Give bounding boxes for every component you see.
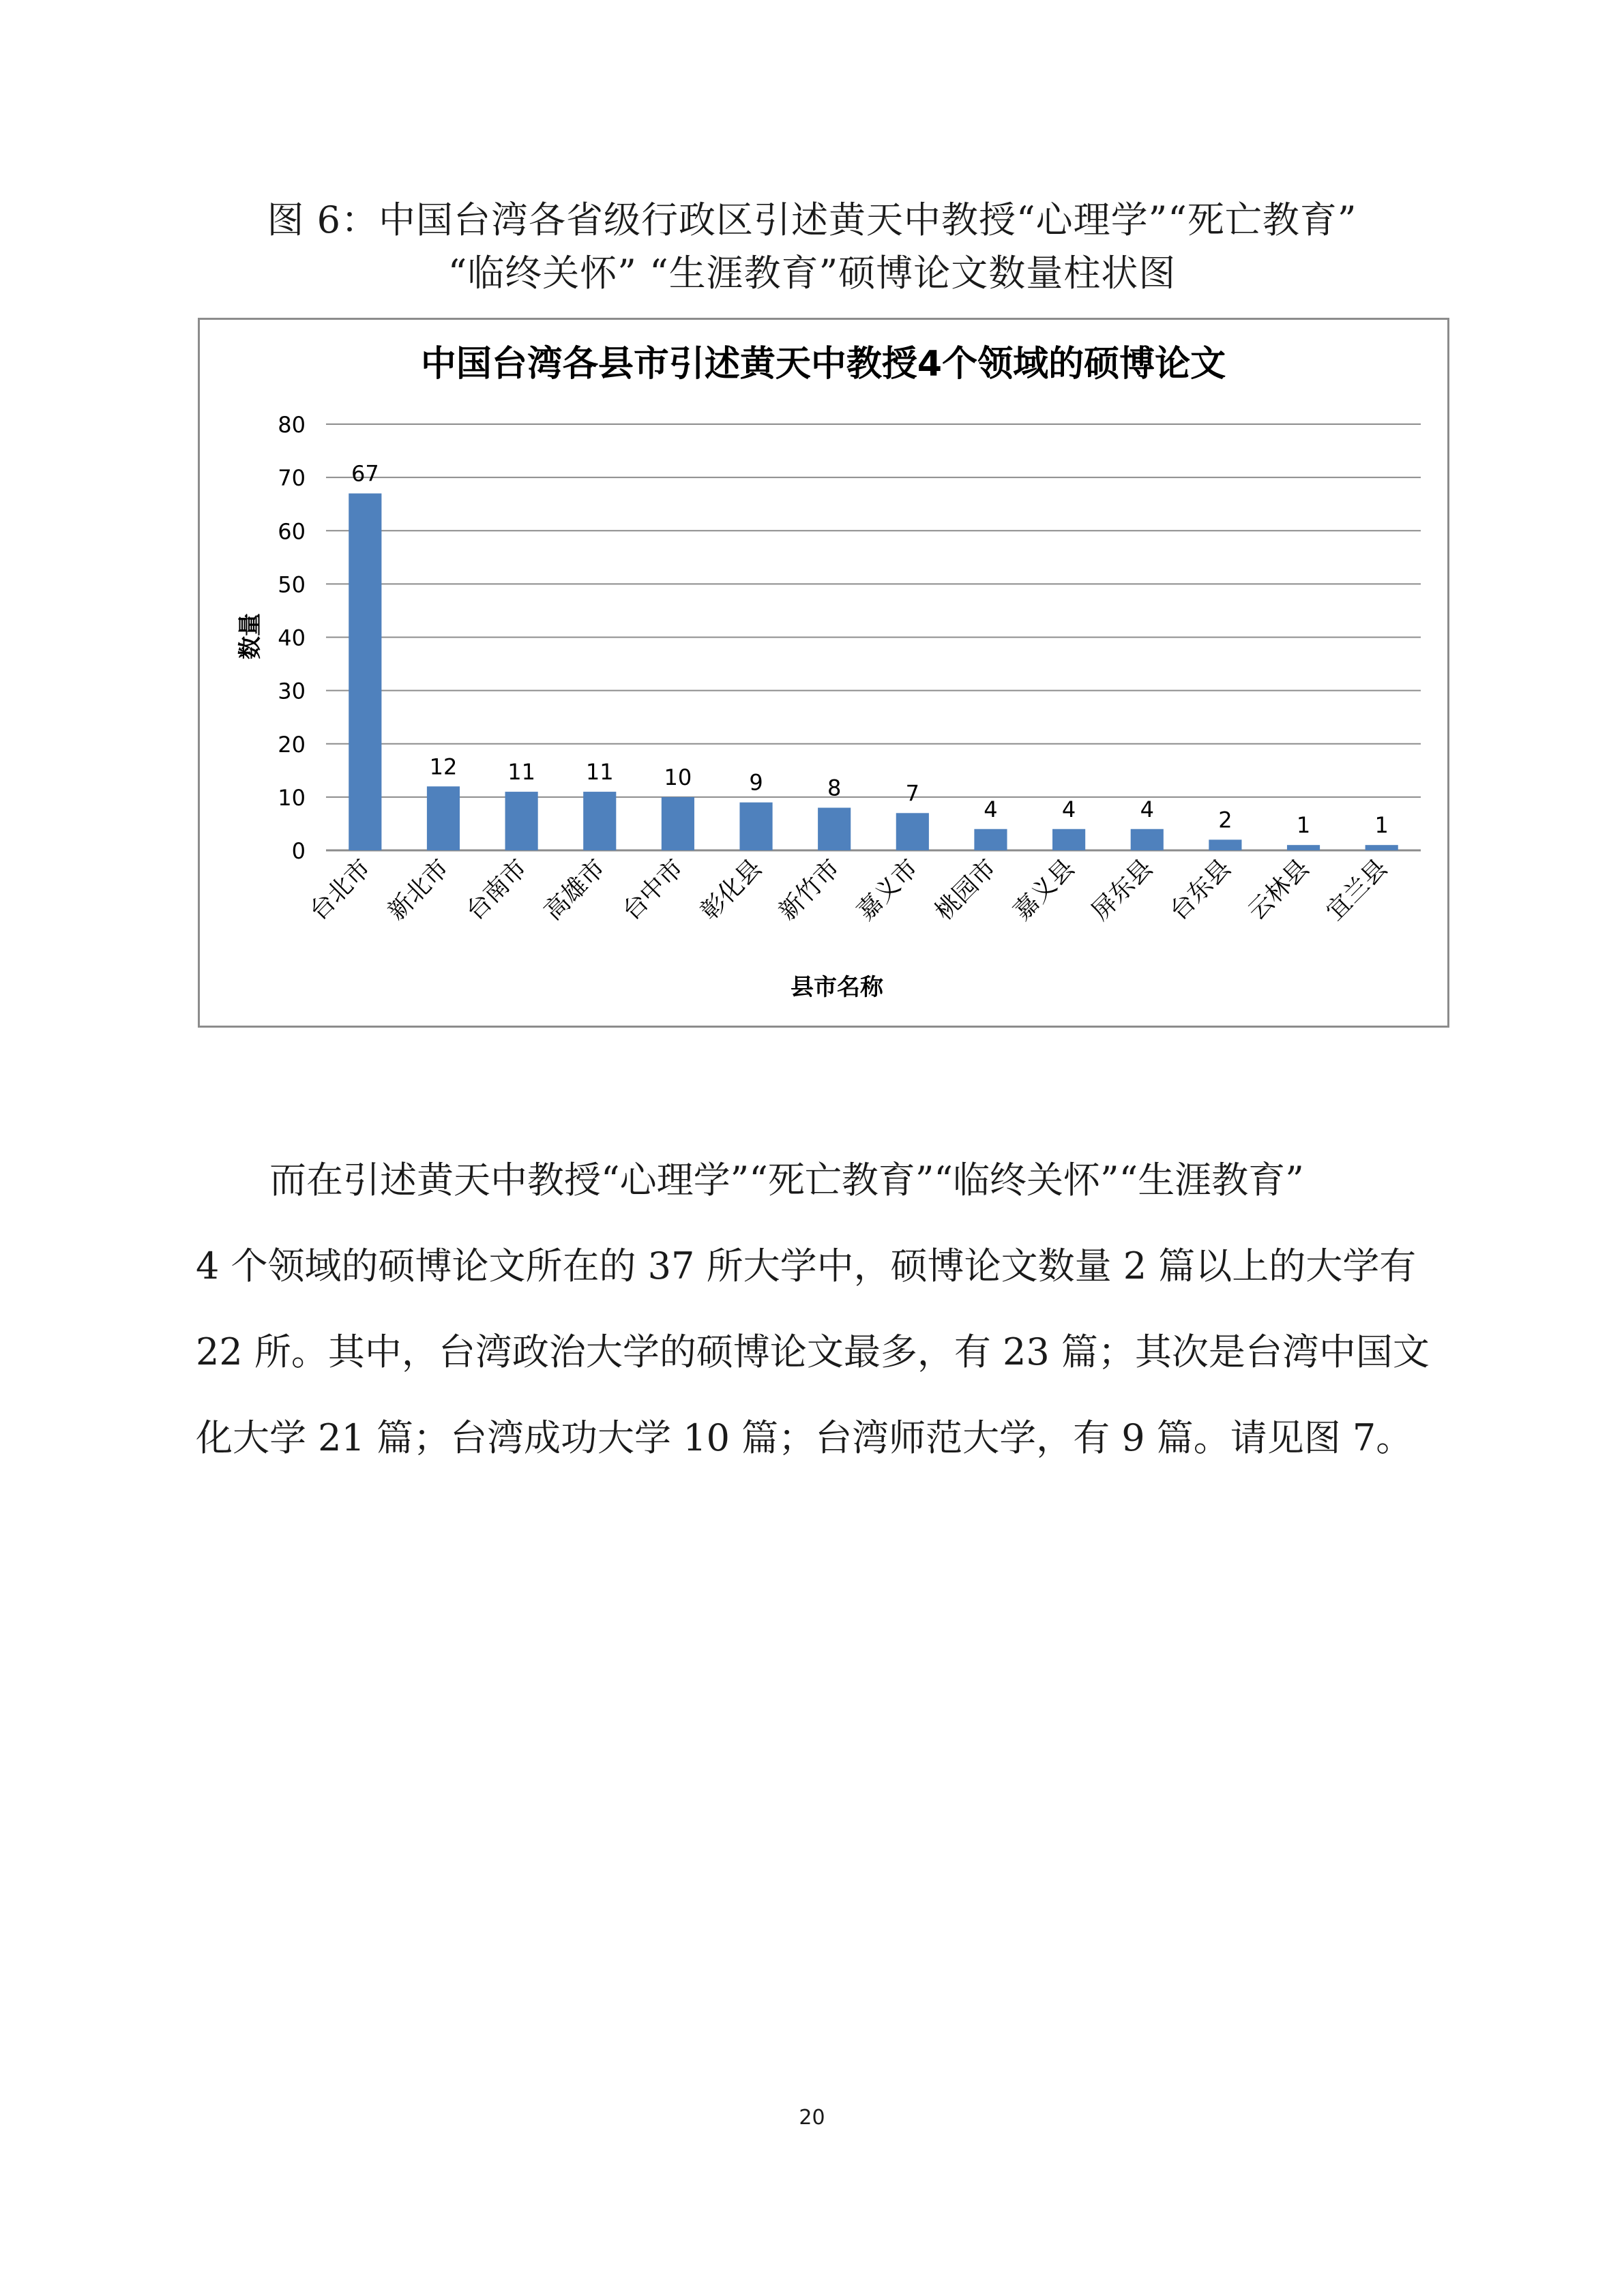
data-label: 2 [1218,807,1232,833]
y-tick-label: 0 [291,838,306,864]
x-axis-label: 县市名称 [791,974,883,1001]
x-tick-label: 台东县 [1164,854,1237,926]
paragraph-line: 22 所。其中，台湾政治大学的硕博论文最多，有 23 篇；其次是台湾中国文 [196,1330,1430,1373]
data-label: 67 [351,460,379,487]
x-tick-label: 桃园市 [930,854,1002,926]
bar-14 [1365,845,1398,850]
x-tick-label: 宜兰县 [1320,854,1393,926]
figure-caption-line-2: “临终关怀” “生涯教育”硕博论文数量柱状图 [447,252,1177,295]
paragraph-line: 化大学 21 篇；台湾成功大学 10 篇；台湾师范大学，有 9 篇。请见图 7。 [196,1416,1413,1459]
x-tick-label: 嘉义县 [1008,854,1080,926]
bar-3 [505,792,538,850]
y-tick-label: 80 [278,412,306,438]
x-tick-label: 新竹市 [773,854,846,926]
x-tick-label: 台南市 [460,854,533,926]
bar-12 [1209,839,1241,850]
bar-2 [427,786,460,850]
bar-1 [349,494,381,850]
x-tick-label: 高雄市 [539,854,611,926]
paragraph-line: 4 个领域的硕博论文所在的 37 所大学中，硕博论文数量 2 篇以上的大学有 [196,1244,1417,1287]
data-label: 10 [664,764,692,790]
x-tick-label: 屏东县 [1086,854,1159,926]
x-tick-label: 嘉义市 [851,854,924,926]
chart-frame [198,318,1449,1028]
y-tick-label: 40 [278,625,306,651]
y-tick-label: 50 [278,571,306,598]
data-label: 11 [507,759,535,786]
y-tick-label: 70 [278,465,306,492]
x-tick-label: 台中市 [617,854,690,926]
bar-8 [896,813,929,850]
bar-13 [1287,845,1320,850]
y-tick-label: 60 [278,518,306,545]
bar-10 [1052,829,1085,850]
chart-title: 中国台湾各县市引述黄天中教授4个领域的硕博论文 [420,344,1226,385]
y-tick-label: 30 [278,678,306,704]
bar-5 [662,797,694,850]
x-tick-label: 云林县 [1243,854,1315,926]
bar-9 [974,829,1007,850]
bar-11 [1131,829,1164,850]
data-label: 1 [1296,812,1311,839]
x-tick-label: 彰化县 [695,854,767,926]
data-label: 8 [827,775,842,801]
x-tick-label: 台北市 [304,854,377,926]
y-tick-label: 10 [278,784,306,811]
y-axis-label: 数量 [237,613,264,659]
bar-6 [739,803,772,850]
data-label: 12 [429,754,458,780]
page-number: 20 [799,2106,825,2130]
data-label: 1 [1374,812,1389,839]
data-label: 11 [585,759,614,786]
y-axis-ticks [278,412,306,864]
paragraph-line: 而在引述黄天中教授“心理学”“死亡教育”“临终关怀”“生涯教育” [196,1159,1304,1202]
y-tick-label: 20 [278,731,306,758]
figure-caption-line-1: 图 6：中国台湾各省级行政区引述黄天中教授“心理学”“死亡教育” [267,198,1357,241]
bar-4 [583,792,616,850]
bar-7 [818,808,851,851]
bar-chart [200,320,1447,1026]
gridlines [326,424,1421,850]
data-labels [351,461,1389,839]
data-label: 4 [1140,796,1154,822]
data-label: 4 [1061,796,1076,822]
x-axis-ticks [304,854,1393,925]
x-tick-label: 新北市 [382,854,455,926]
data-label: 4 [984,796,998,822]
data-label: 9 [749,769,763,796]
data-label: 7 [905,780,920,807]
body-paragraph [196,1137,1444,1481]
